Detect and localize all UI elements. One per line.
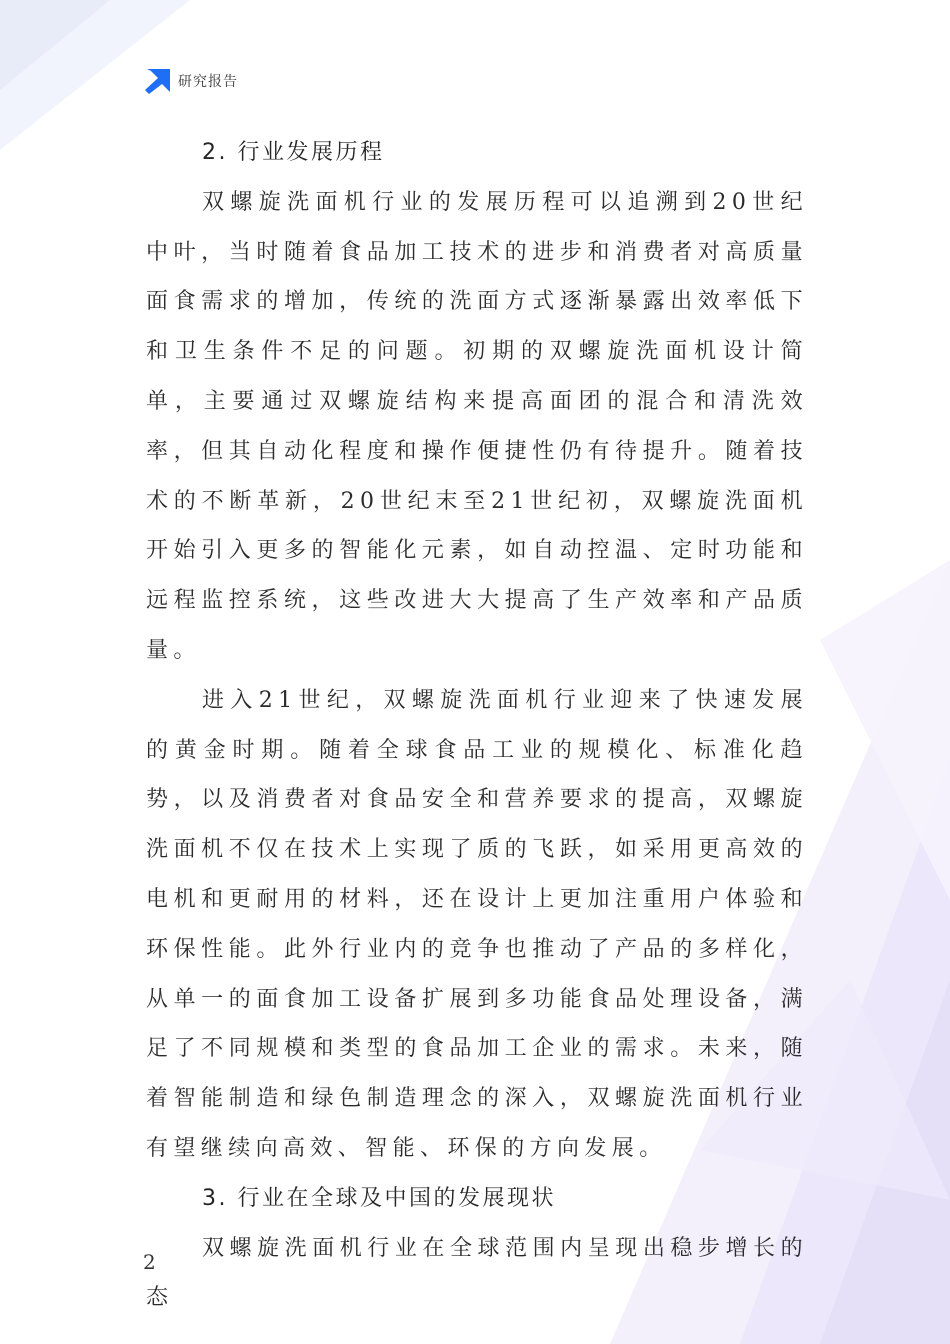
section-heading: 2. 行业发展历程 [202,140,385,165]
report-header [143,68,238,94]
document-body [146,128,808,1323]
paragraph: 进入21世纪，双螺旋洗面机行业迎来了快速发展的黄金时期。随着全球食品工业的规模化、标准化趋势，以及消费者对食品安全和营养要求的提高，双螺旋洗面机不仅在技术上实现了质的飞跃，如采用更高效的电机和更耐用的材料，还在设计上更加注重用户体验和环保性能。此外行业内的竞争也推动了产品的多样化，从单一的面食加工设备扩展到多功能食品处理设备，满足了不同规模和类型的食品加工企业的需求。未来，随着智能制造和绿色制造理念的深入，双螺旋洗面机行业有望继续向高效、智能、环保的方向发展。 [146,687,808,1161]
page-number: 2 [143,1250,156,1274]
section-heading: 3. 行业在全球及中国的发展现状 [202,1185,556,1211]
paragraph: 双螺旋洗面机行业在全球范围内呈现出稳步增长的态 [146,1235,808,1311]
paragraph: 双螺旋洗面机行业的发展历程可以追溯到20世纪中叶，当时随着食品加工技术的进步和消费者对高质量面食需求的增加，传统的洗面方式逐渐暴露出效率低下和卫生条件不足的问题。初期的双螺旋洗面机设计简单，主要通过双螺旋结构来提高面团的混合和清洗效率，但其自动化程度和操作便捷性仍有待提升。随着技术的不断革新，20世纪末至21世纪初，双螺旋洗面机开始引入更多的智能化元素，如自动控温、定时功能和远程监控系统，这些改进大大提高了生产效率和产品质量。 [146,189,808,663]
arrow-up-right-icon [143,69,170,94]
header-title: 研究报告 [178,74,238,90]
